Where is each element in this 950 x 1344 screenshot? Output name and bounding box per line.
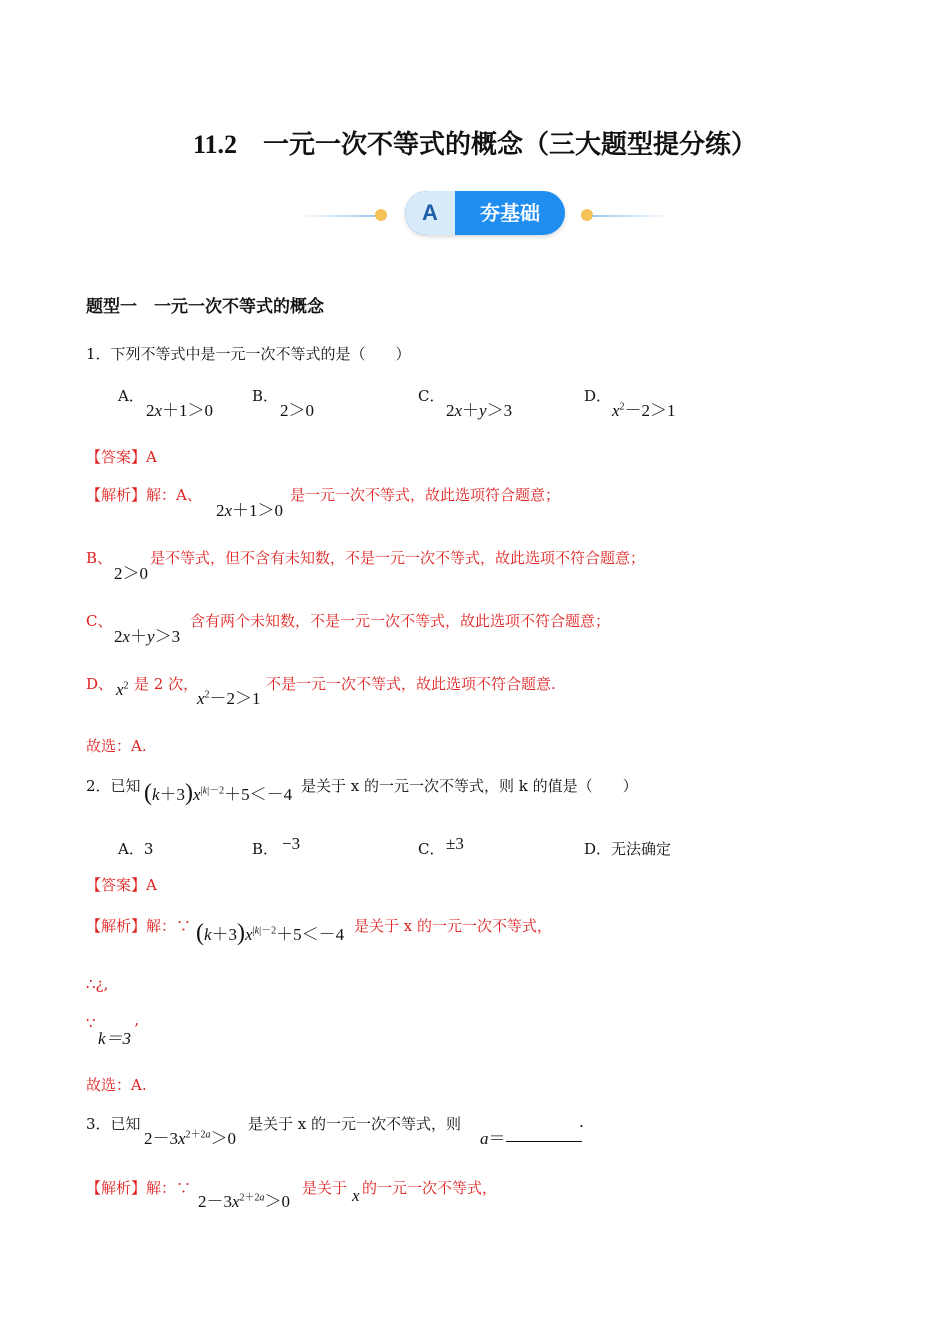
q1-explain-a-math: 2x＋1＞0	[216, 501, 284, 520]
q1-explain-a: 是一元一次不等式，故此选项符合题意；	[290, 486, 561, 504]
q1-option-d-math: $x^2-2>1$	[612, 401, 676, 420]
q1-explain-head: 【解析】解：A、	[86, 486, 202, 504]
q2-explain-line3-math: k＝3	[98, 1029, 132, 1048]
section-heading: 题型一 一元一次不等式的概念	[86, 297, 324, 317]
q1-explain-d-head: D、	[86, 675, 114, 693]
q2-option-b: B．	[252, 840, 279, 858]
q3-explain-head: 【解析】解：∵	[86, 1179, 192, 1197]
q1-option-d: D．	[584, 387, 612, 405]
page-title: 11.2 一元一次不等式的概念（三大题型提分练）	[192, 130, 758, 160]
q2-option-c: C．	[418, 840, 445, 858]
q1-explain-b: 是不等式，但不含有未知数，不是一元一次不等式，故此选项不符合题意；	[150, 549, 646, 567]
q1-explain-d-math2: $x^2-2>1$	[197, 689, 261, 708]
q3-explain-math: $2-3x^{2+2a}>0$	[198, 1192, 291, 1211]
q1-explain-c-math: 2x＋y＞3	[114, 627, 181, 646]
section-badge	[405, 191, 565, 235]
q2-option-a: A．3	[118, 840, 154, 858]
q2-option-b-math: −3	[282, 834, 301, 853]
q1-stem: 1．下列不等式中是一元一次不等式的是（ ）	[86, 345, 411, 363]
q2-stem-tail: 是关于 x 的一元一次不等式，则 k 的值是（ ）	[301, 777, 638, 795]
q1-explain-d-math1: $x^2$	[116, 680, 129, 699]
q1-explain-d2: 不是一元一次不等式，故此选项不符合题意.	[266, 675, 556, 693]
q1-explain-b-head: B、	[86, 549, 113, 567]
q2-explain-line2: ∴¿,	[86, 975, 109, 993]
q1-option-a-math: 2x＋1＞0	[146, 401, 214, 420]
q1-option-b: B．	[252, 387, 279, 405]
q2-explain-math: $(k+3)x^{|k|-2}+5<-4$	[196, 920, 345, 946]
q2-option-c-math: ±3	[446, 834, 464, 853]
q2-option-d: D．无法确定	[584, 840, 672, 858]
badge-line-right	[592, 215, 672, 217]
q2-explain-line3-comma: ’	[134, 1020, 139, 1038]
q1-explain-c-head: C、	[86, 612, 113, 630]
q3-stem-head: 3．已知	[86, 1115, 141, 1133]
q1-conclusion: 故选：A.	[86, 737, 147, 755]
q2-answer: 【答案】A	[86, 876, 157, 894]
q3-explain-var: x	[352, 1186, 360, 1205]
badge-line-left	[298, 215, 378, 217]
q1-explain-c: 含有两个未知数，不是一元一次不等式，故此选项不符合题意；	[190, 612, 611, 630]
q2-explain-tail: 是关于 x 的一元一次不等式，	[354, 917, 552, 935]
q1-option-c: C．	[418, 387, 445, 405]
q1-explain-d1: 是 2 次，	[134, 675, 199, 693]
badge-text: 夯基础	[480, 201, 540, 225]
q2-conclusion: 故选：A.	[86, 1076, 147, 1094]
q1-option-b-math: 2＞0	[280, 401, 314, 420]
q2-explain-line3-symbol: ∵	[86, 1014, 96, 1032]
badge-dot-left	[375, 209, 387, 221]
q3-stem-math: $2-3x^{2+2a}>0$	[144, 1129, 237, 1148]
q3-explain-mid: 是关于	[302, 1179, 348, 1197]
q3-stem-tail: 是关于 x 的一元一次不等式，则	[248, 1115, 461, 1133]
q3-blank[interactable]: a＝	[480, 1124, 582, 1149]
q2-explain-head: 【解析】解：∵	[86, 917, 192, 935]
q3-explain-tail: 的一元一次不等式，	[362, 1179, 498, 1197]
q1-option-a: A．	[118, 387, 144, 405]
q2-stem-head: 2．已知	[86, 777, 141, 795]
badge-letter: A	[405, 191, 455, 235]
q2-stem-math: $(k+3)x^{|k|-2}+5<-4$	[144, 780, 293, 806]
q1-option-c-math: 2x＋y＞3	[446, 401, 513, 420]
q1-explain-b-math: 2＞0	[114, 564, 148, 583]
q3-stem-end: .	[579, 1113, 584, 1131]
q1-answer: 【答案】A	[86, 448, 157, 466]
